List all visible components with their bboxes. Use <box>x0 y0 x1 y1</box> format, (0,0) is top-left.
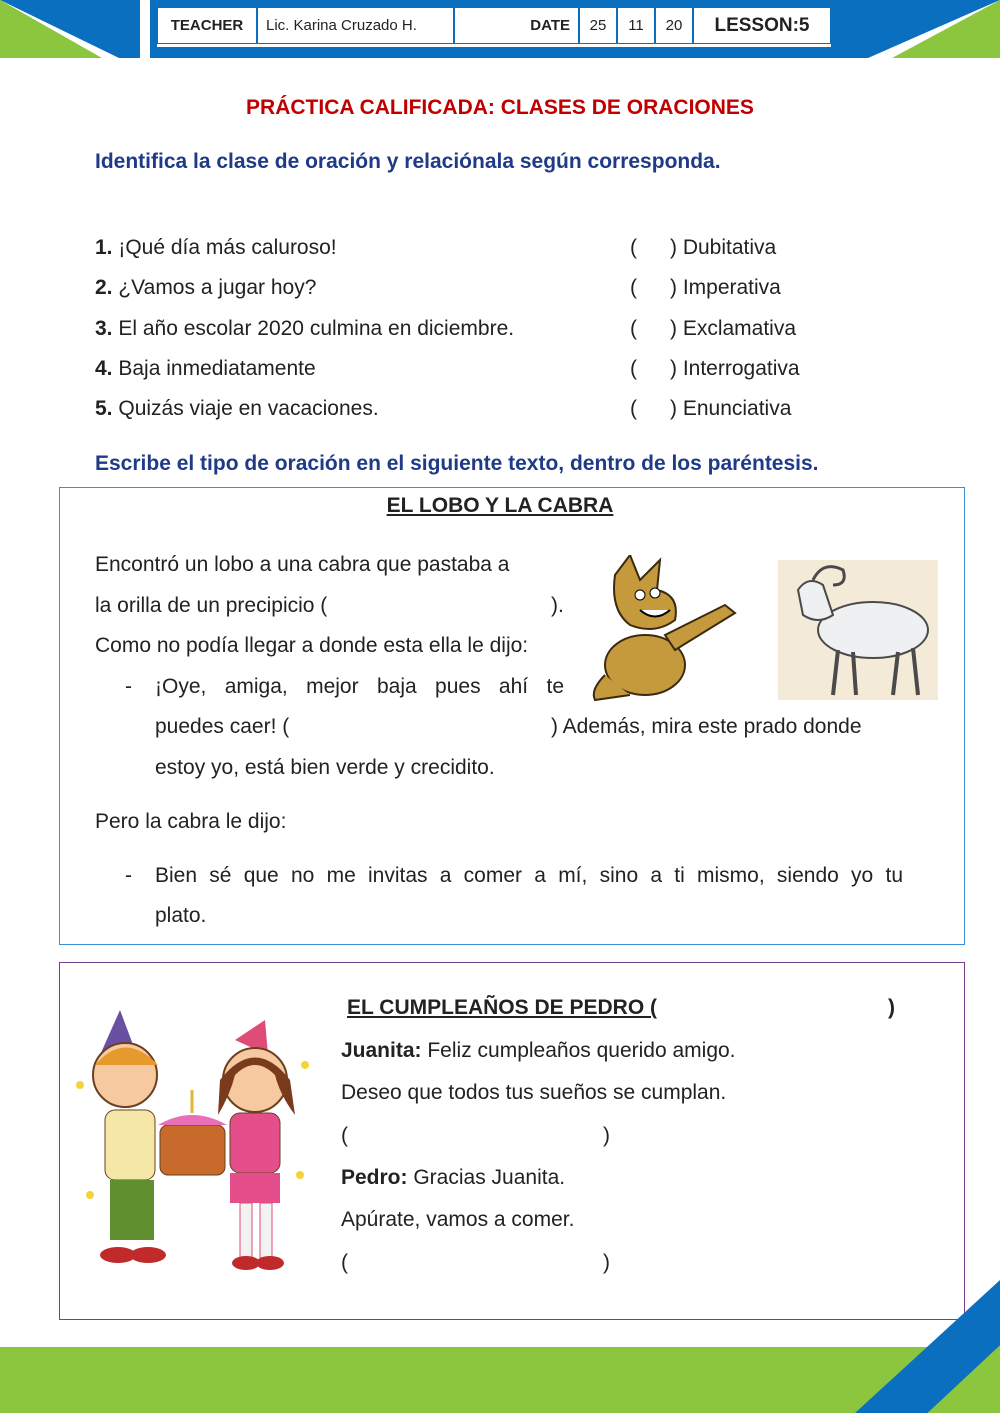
answer-paren-2[interactable]: ( <box>630 276 637 299</box>
question-1: 1. ¡Qué día más caluroso! <box>95 236 337 259</box>
story1-line-6: estoy yo, está bien verde y crecidito. <box>155 756 495 779</box>
question-2: 2. ¿Vamos a jugar hoy? <box>95 276 317 299</box>
instruction-2: Escribe el tipo de oración en el siguiente texto, dentro de los paréntesis. <box>95 452 819 475</box>
story2-open-1: ( <box>341 1124 348 1147</box>
option-dubitativa: ) Dubitativa <box>670 236 777 259</box>
answer-blank-1[interactable] <box>350 594 545 618</box>
date-month: 11 <box>617 7 655 44</box>
answer-blank-3[interactable] <box>700 996 880 1020</box>
answer-blank-2[interactable] <box>310 715 545 739</box>
story1-line-9: plato. <box>155 904 207 927</box>
story1-title: EL LOBO Y LA CABRA <box>386 494 614 517</box>
date-label: DATE <box>454 7 579 44</box>
wolf-illustration <box>585 555 745 705</box>
option-interrogativa: ) Interrogativa <box>670 357 800 380</box>
answer-blank-4[interactable] <box>355 1124 595 1148</box>
story1-line-8: Bien sé que no me invitas a comer a mí, sino a ti mismo, siendo yo tu <box>155 864 903 887</box>
question-3: 3. El año escolar 2020 culmina en diciembre. <box>95 317 515 340</box>
story2-line-5: Apúrate, vamos a comer. <box>341 1208 575 1231</box>
birthday-kids-illustration <box>70 995 320 1285</box>
story2-line-1: Juanita: Feliz cumpleaños querido amigo. <box>341 1039 736 1062</box>
goat-illustration <box>778 560 938 700</box>
option-enunciativa: ) Enunciativa <box>670 397 792 420</box>
footer-green-bar <box>0 1347 1000 1413</box>
answer-paren-1[interactable]: ( <box>630 236 637 259</box>
dash-bullet-1: - <box>125 675 132 698</box>
story1-line-4: ¡Oye, amiga, mejor baja pues ahí te <box>155 675 564 698</box>
header-info-table <box>157 7 831 47</box>
story1-line-5b: ) Además, mira este prado donde <box>551 715 862 738</box>
story1-line-2-close: ). <box>551 594 564 617</box>
story2-close-2: ) <box>603 1251 610 1274</box>
answer-paren-5[interactable]: ( <box>630 397 637 420</box>
answer-paren-4[interactable]: ( <box>630 357 637 380</box>
story2-line-4: Pedro: Gracias Juanita. <box>341 1166 566 1189</box>
story2-open-2: ( <box>341 1251 348 1274</box>
story2-line-2: Deseo que todos tus sueños se cumplan. <box>341 1081 727 1104</box>
story2-close-1: ) <box>603 1124 610 1147</box>
story1-line-2: la orilla de un precipicio ( <box>95 594 328 617</box>
page-title: PRÁCTICA CALIFICADA: CLASES DE ORACIONES <box>246 96 754 119</box>
story2-title: EL CUMPLEAÑOS DE PEDRO ( <box>347 996 657 1019</box>
story1-line-7: Pero la cabra le dijo: <box>95 810 287 833</box>
answer-blank-5[interactable] <box>355 1251 595 1275</box>
story1-line-3: Como no podía llegar a donde esta ella le dijo: <box>95 634 529 657</box>
option-exclamativa: ) Exclamativa <box>670 317 797 340</box>
dash-bullet-2: - <box>125 864 132 887</box>
instruction-1: Identifica la clase de oración y relaciónala según corresponda. <box>95 150 721 173</box>
story1-line-1: Encontró un lobo a una cabra que pastaba a <box>95 553 510 576</box>
story2-title-close: ) <box>888 996 895 1019</box>
question-4: 4. Baja inmediatamente <box>95 357 316 380</box>
story1-line-5: puedes caer! ( <box>155 715 290 738</box>
date-year: 20 <box>655 7 693 44</box>
lesson-label: LESSON:5 <box>693 7 831 44</box>
answer-paren-3[interactable]: ( <box>630 317 637 340</box>
question-5: 5. Quizás viaje en vacaciones. <box>95 397 379 420</box>
teacher-name: Lic. Karina Cruzado H. <box>257 7 454 44</box>
teacher-label: TEACHER <box>157 7 257 44</box>
option-imperativa: ) Imperativa <box>670 276 781 299</box>
date-day: 25 <box>579 7 617 44</box>
